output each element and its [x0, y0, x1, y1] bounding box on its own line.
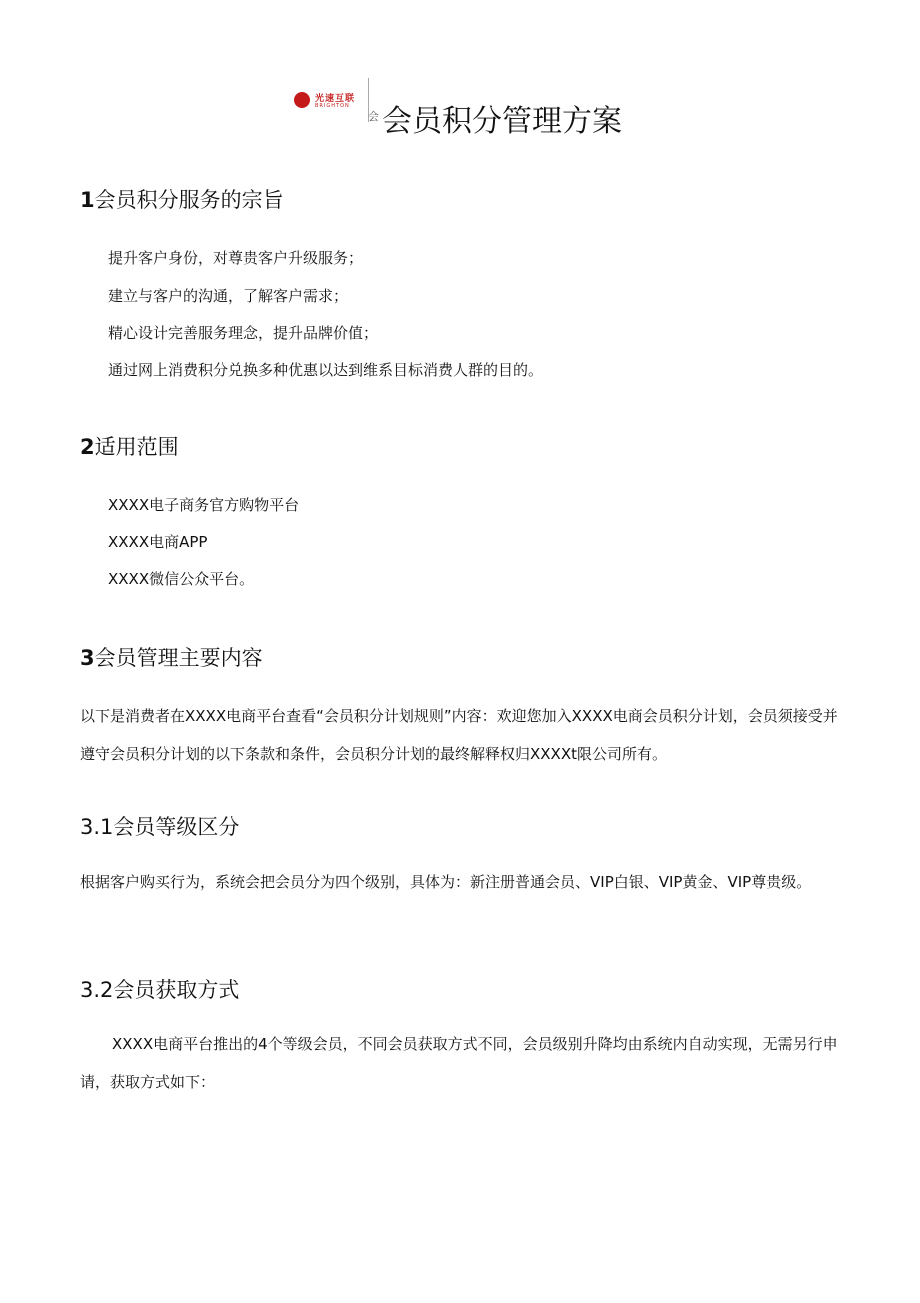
section-title: 会员管理主要内容: [94, 646, 263, 670]
section-number: 2: [80, 435, 95, 459]
section-1-heading: [80, 184, 284, 214]
section-2-heading: [80, 431, 179, 461]
section-3-2-body: XXXX电商平台推出的4个等级会员，不同会员获取方式不同，会员级别升降均由系统内自动实现，无需另行申请，获取方式如下：: [80, 1035, 838, 1091]
section-number: 1: [80, 188, 95, 212]
list-item: 精心设计完善服务理念，提升品牌价值；: [108, 324, 379, 342]
section-3-1-body: 根据客户购买行为，系统会把会员分为四个级别，具体为：新注册普通会员、VIP白银、VIP黄金、VIP尊贵级。: [80, 873, 812, 891]
logo-text: 光速互联: [315, 94, 356, 104]
title-prefix: 会: [368, 110, 379, 123]
list-item: XXXX微信公众平台。: [108, 570, 255, 588]
list-item: 提升客户身份，对尊贵客户升级服务；: [108, 249, 364, 267]
section-number: 3: [80, 646, 95, 670]
list-item: XXXX电子商务官方购物平台: [108, 496, 300, 514]
section-title: 会员积分服务的宗旨: [94, 188, 284, 212]
section-title: 适用范围: [94, 435, 179, 459]
list-item: 建立与客户的沟通，了解客户需求；: [108, 287, 349, 305]
document-title: 会员积分管理方案: [382, 104, 622, 139]
section-3-1-heading: 3.1会员等级区分: [80, 815, 240, 839]
logo-mark-icon: [294, 92, 310, 108]
section-3-body: 以下是消费者在XXXX电商平台查看“会员积分计划规则”内容：欢迎您加入XXXX电商会员积分计划，会员须接受并遵守会员积分计划的以下条款和条件，会员积分计划的最终解释权归XXXXt限公司所有。: [80, 707, 838, 763]
section-3-heading: [80, 642, 263, 672]
section-3-2-heading: 3.2会员获取方式: [80, 978, 240, 1002]
company-logo: [290, 86, 366, 116]
logo-subtext: BRIGHTON: [315, 103, 350, 109]
list-item: XXXX电商APP: [108, 533, 208, 551]
list-item: 通过网上消费积分兑换多种优惠以达到维系目标消费人群的目的。: [108, 361, 544, 379]
